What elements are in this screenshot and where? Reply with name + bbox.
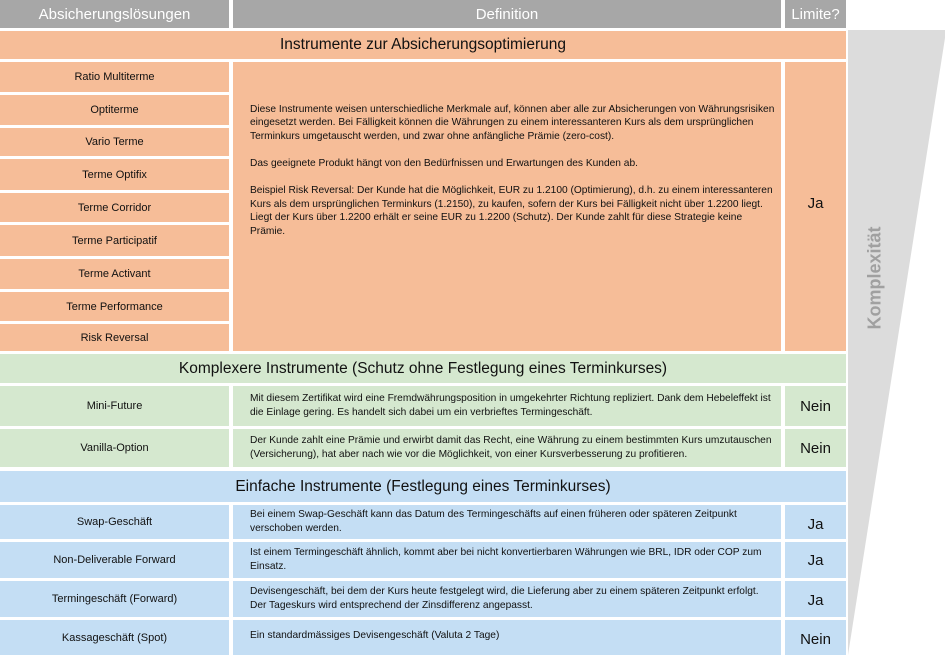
instrument-terme-participatif: Terme Participatif (0, 225, 229, 256)
header-solutions: Absicherungslösungen (0, 0, 229, 28)
instrument-terme-optifix: Terme Optifix (0, 159, 229, 190)
section-title-optimization: Instrumente zur Absicherungsoptimierung (0, 31, 846, 59)
header-limit: Limite? (785, 0, 846, 28)
definition-spot (233, 620, 781, 655)
instrument-spot: Kassageschäft (Spot) (0, 620, 229, 655)
definition-optimization-p3: Beispiel Risk Reversal: Der Kunde hat die Möglichkeit, EUR zu 1.2100 (Optimierung), d.h. zu einem interessanteren Kurs als dem ursprünglichen Terminkurs (1.2150), zu kaufen, sofern der Kurs bei Fälligkeit nicht über 1.2200 liegt. Liegt der Kurs über 1.2200 erhält er seine EUR zu 1.2200 (Schutz). Der Kunde zahlt für diese Strategie keine Prämie. (250, 185, 773, 237)
definition-optimization-p2: Das geeignete Produkt hängt von den Bedürfnissen und Erwartungen des Kunden ab. (250, 157, 638, 169)
definition-ndf (233, 542, 781, 578)
limit-mini-future: Nein (785, 386, 846, 426)
definition-optimization-p1: Diese Instrumente weisen unterschiedliche Merkmale auf, können aber alle zur Absicherungen von Währungsrisiken eingesetzt werden. Bei Fälligkeit können die Währungen zu einem interessanteren Kurs als dem ursprünglichen Terminkurs umgetauscht werden, und zwar ohne anfängliche Prämie (zero-cost). (250, 103, 775, 142)
instrument-terme-activant: Terme Activant (0, 259, 229, 289)
instrument-swap: Swap-Geschäft (0, 505, 229, 539)
limit-vanilla-option: Nein (785, 429, 846, 467)
instrument-vanilla-option: Vanilla-Option (0, 429, 229, 467)
limit-optimization: Ja (785, 62, 846, 351)
instrument-vario-terme: Vario Terme (0, 128, 229, 156)
definition-mini-future-text: Mit diesem Zertifikat wird eine Fremdwährungsposition in umgekehrter Richtung repliziert. Dank dem Hebeleffekt ist die Einlage gering. Es handelt sich dabei um ein verbrieftes Termingeschäft. (250, 393, 771, 418)
instrument-terme-corridor: Terme Corridor (0, 193, 229, 222)
limit-forward: Ja (785, 581, 846, 617)
instrument-mini-future: Mini-Future (0, 386, 229, 426)
header-definition: Definition (233, 0, 781, 28)
instrument-ratio-multiterme: Ratio Multiterme (0, 62, 229, 92)
limit-ndf: Ja (785, 542, 846, 578)
instrument-terme-performance: Terme Performance (0, 292, 229, 321)
instrument-ndf: Non-Deliverable Forward (0, 542, 229, 578)
definition-spot-text: Ein standardmässiges Devisengeschäft (Valuta 2 Tage) (250, 630, 500, 642)
definition-ndf-text: Ist einem Termingeschäft ähnlich, kommt aber bei nicht konvertierbaren Währungen wie BRL, IDR oder COP zum Einsatz. (250, 547, 762, 572)
definition-forward (233, 581, 781, 617)
section-title-simple: Einfache Instrumente (Festlegung eines Terminkurses) (0, 471, 846, 502)
definition-mini-future (233, 386, 781, 426)
definition-swap (233, 505, 781, 539)
section-title-complex: Komplexere Instrumente (Schutz ohne Festlegung eines Terminkurses) (0, 354, 846, 383)
complexity-label: Komplexität (864, 226, 885, 330)
definition-vanilla-option-text: Der Kunde zahlt eine Prämie und erwirbt damit das Recht, eine Währung zu einem bestimmten Kurs umzutauschen (Versicherung), hat aber nach wie vor die Möglichkeit, von einer Kursverbesserung zu profitieren. (250, 435, 772, 460)
limit-spot: Nein (785, 620, 846, 655)
definition-swap-text: Bei einem Swap-Geschäft kann das Datum des Termingeschäfts auf einen früheren oder späteren Zeitpunkt verschoben werden. (250, 509, 737, 534)
complexity-funnel-shape (848, 30, 945, 655)
limit-swap: Ja (785, 505, 846, 539)
instrument-forward: Termingeschäft (Forward) (0, 581, 229, 617)
instrument-risk-reversal: Risk Reversal (0, 324, 229, 351)
instrument-optiterme: Optiterme (0, 95, 229, 125)
definition-optimization (233, 62, 781, 351)
definition-vanilla-option (233, 429, 781, 467)
definition-forward-text: Devisengeschäft, bei dem der Kurs heute festgelegt wird, die Lieferung aber zu einem späteren Zeitpunkt erfolgt. Der Tageskurs wird entsprechend der Zinsdifferenz angepasst. (250, 586, 759, 611)
